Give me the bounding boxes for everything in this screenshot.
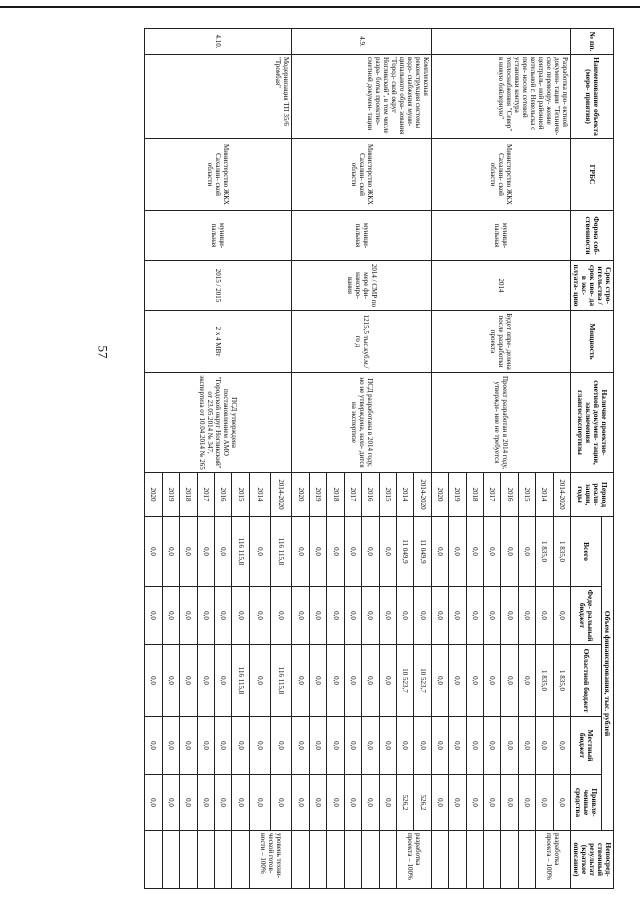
term-cell: 2014 bbox=[431, 261, 570, 311]
federal-cell: 0,0 bbox=[197, 587, 214, 645]
total-cell: 116 115,8 bbox=[271, 517, 292, 587]
result-cell: разработка проекта – 100% bbox=[536, 831, 571, 889]
page-number: 57 bbox=[95, 345, 111, 359]
header-capacity: Мощность bbox=[571, 311, 614, 373]
local-cell: 0,0 bbox=[414, 717, 431, 775]
docs-cell: ПСД утверждена постановлением АМО "Городской округ Ногликский" от 23.05.2014 № 347, экспертиза от 10.04.2014 № 265 bbox=[145, 373, 293, 473]
period-cell: 2014-2020 bbox=[271, 473, 292, 517]
grbs-cell: Министерство ЖКХ Сахалин- ской области bbox=[431, 139, 570, 211]
total-cell: 11 049,9 bbox=[396, 517, 413, 587]
funding-table bbox=[144, 28, 614, 889]
table-row bbox=[553, 29, 570, 889]
period-cell: 2014-2020 bbox=[414, 473, 431, 517]
regional-cell: 0,0 bbox=[483, 645, 500, 717]
other-cell: 526,2 bbox=[396, 775, 413, 831]
term-cell: 2015 / 2015 bbox=[145, 261, 293, 311]
other-cell: 0,0 bbox=[379, 775, 396, 831]
result-empty-cell bbox=[180, 831, 197, 889]
header-num: № пп. bbox=[571, 29, 614, 55]
total-cell: 0,0 bbox=[145, 517, 163, 587]
regional-cell: 0,0 bbox=[249, 645, 270, 717]
regional-cell: 116 115,8 bbox=[271, 645, 292, 717]
local-cell: 0,0 bbox=[327, 717, 344, 775]
regional-cell: 1 835,0 bbox=[553, 645, 570, 717]
federal-cell: 0,0 bbox=[536, 587, 553, 645]
result-empty-cell bbox=[344, 831, 361, 889]
period-cell: 2017 bbox=[344, 473, 361, 517]
result-empty-cell bbox=[431, 831, 448, 889]
other-cell: 0,0 bbox=[553, 775, 570, 831]
ownership-cell: муници- пальная bbox=[431, 211, 570, 261]
federal-cell: 0,0 bbox=[518, 587, 535, 645]
other-cell: 0,0 bbox=[327, 775, 344, 831]
period-cell: 2019 bbox=[162, 473, 179, 517]
total-cell: 11 049,9 bbox=[414, 517, 431, 587]
local-cell: 0,0 bbox=[518, 717, 535, 775]
regional-cell: 0,0 bbox=[180, 645, 197, 717]
other-cell: 0,0 bbox=[162, 775, 179, 831]
total-cell: 1 835,0 bbox=[553, 517, 570, 587]
local-cell: 0,0 bbox=[145, 717, 163, 775]
period-cell: 2016 bbox=[362, 473, 379, 517]
result-empty-cell bbox=[292, 831, 309, 889]
period-cell: 2014 bbox=[396, 473, 413, 517]
regional-cell: 0,0 bbox=[379, 645, 396, 717]
table-row bbox=[414, 29, 431, 889]
federal-cell: 0,0 bbox=[396, 587, 413, 645]
docs-cell: Проект разработан в 2014 году, утвержде- ние не требуется bbox=[431, 373, 570, 473]
total-cell: 0,0 bbox=[449, 517, 466, 587]
ownership-cell: муници- пальная bbox=[145, 211, 293, 261]
period-cell: 2014 bbox=[536, 473, 553, 517]
period-cell: 2018 bbox=[466, 473, 483, 517]
local-cell: 0,0 bbox=[162, 717, 179, 775]
federal-cell: 0,0 bbox=[362, 587, 379, 645]
local-cell: 0,0 bbox=[431, 717, 448, 775]
local-cell: 0,0 bbox=[292, 717, 309, 775]
other-cell: 0,0 bbox=[518, 775, 535, 831]
other-cell: 0,0 bbox=[536, 775, 553, 831]
header-federal: Феде- ральный бюджет bbox=[571, 587, 602, 645]
federal-cell: 0,0 bbox=[162, 587, 179, 645]
regional-cell: 0,0 bbox=[327, 645, 344, 717]
top-border-line bbox=[0, 6, 640, 8]
header-regional: Областной бюджет bbox=[571, 645, 602, 717]
period-cell: 2017 bbox=[197, 473, 214, 517]
row-number: 4.10. bbox=[145, 29, 293, 55]
result-empty-cell bbox=[145, 831, 163, 889]
local-cell: 0,0 bbox=[232, 717, 249, 775]
capacity-cell: Будет опре- делена после разработки проекта bbox=[431, 311, 570, 373]
grbs-cell: Министерство ЖКХ Сахалин- ской области bbox=[292, 139, 431, 211]
period-cell: 2017 bbox=[483, 473, 500, 517]
object-name: Разработка про- ектной докумен- тации "Техниче- ское перевоору- жение централь- ной районной котельной г. Невельска с пере- носом сетевой установки контура теплоснабжения "Север" в новую бойлерную" bbox=[431, 55, 570, 139]
regional-cell: 0,0 bbox=[162, 645, 179, 717]
federal-cell: 0,0 bbox=[449, 587, 466, 645]
total-cell: 0,0 bbox=[466, 517, 483, 587]
object-name: Модернизация ТП 35/6 "Тромбая" bbox=[145, 55, 293, 139]
result-empty-cell bbox=[327, 831, 344, 889]
total-cell: 0,0 bbox=[518, 517, 535, 587]
header-period: Период реали- зации, годы bbox=[571, 473, 614, 517]
header-local: Местный бюджет bbox=[571, 717, 602, 775]
header-ownership: Форма соб- ственности bbox=[571, 211, 614, 261]
period-cell: 2016 bbox=[214, 473, 231, 517]
local-cell: 0,0 bbox=[214, 717, 231, 775]
result-empty-cell bbox=[214, 831, 231, 889]
regional-cell: 0,0 bbox=[518, 645, 535, 717]
other-cell: 0,0 bbox=[292, 775, 309, 831]
capacity-cell: 1215,5 тыс.куб.м./го д bbox=[292, 311, 431, 373]
federal-cell: 0,0 bbox=[553, 587, 570, 645]
regional-cell: 10 523,7 bbox=[414, 645, 431, 717]
federal-cell: 0,0 bbox=[309, 587, 326, 645]
total-cell: 0,0 bbox=[379, 517, 396, 587]
federal-cell: 0,0 bbox=[249, 587, 270, 645]
federal-cell: 0,0 bbox=[271, 587, 292, 645]
total-cell: 0,0 bbox=[162, 517, 179, 587]
local-cell: 0,0 bbox=[501, 717, 518, 775]
period-cell: 2018 bbox=[327, 473, 344, 517]
result-empty-cell bbox=[162, 831, 179, 889]
federal-cell: 0,0 bbox=[292, 587, 309, 645]
period-cell: 2018 bbox=[180, 473, 197, 517]
capacity-cell: 2 х 4 МВт bbox=[145, 311, 293, 373]
federal-cell: 0,0 bbox=[466, 587, 483, 645]
other-cell: 0,0 bbox=[483, 775, 500, 831]
period-cell: 2016 bbox=[501, 473, 518, 517]
other-cell: 0,0 bbox=[271, 775, 292, 831]
other-cell: 0,0 bbox=[309, 775, 326, 831]
other-cell: 0,0 bbox=[145, 775, 163, 831]
period-cell: 2019 bbox=[449, 473, 466, 517]
period-cell: 2020 bbox=[431, 473, 448, 517]
total-cell: 0,0 bbox=[327, 517, 344, 587]
result-empty-cell bbox=[362, 831, 379, 889]
result-cell: уровень техни- ческой готов- ности – 100% bbox=[249, 831, 292, 889]
grbs-cell: Министерство ЖКХ Сахалин- ской области bbox=[145, 139, 293, 211]
regional-cell: 10 523,7 bbox=[396, 645, 413, 717]
total-cell: 0,0 bbox=[344, 517, 361, 587]
regional-cell: 0,0 bbox=[362, 645, 379, 717]
federal-cell: 0,0 bbox=[232, 587, 249, 645]
object-name: Комплексная реконструкция системы водо- снабжения муни- ципального обра- зования "Город- ской округ Ногликский", в том числе разра- ботка проектно- сметной докумен- тации bbox=[292, 55, 431, 139]
result-empty-cell bbox=[483, 831, 500, 889]
period-cell: 2020 bbox=[145, 473, 163, 517]
header-grbs: ГРБС bbox=[571, 139, 614, 211]
regional-cell: 0,0 bbox=[145, 645, 163, 717]
federal-cell: 0,0 bbox=[327, 587, 344, 645]
local-cell: 0,0 bbox=[344, 717, 361, 775]
regional-cell: 0,0 bbox=[309, 645, 326, 717]
header-funding-group: Объем финансирования, тыс. рублей bbox=[601, 517, 613, 831]
federal-cell: 0,0 bbox=[214, 587, 231, 645]
regional-cell: 0,0 bbox=[431, 645, 448, 717]
other-cell: 0,0 bbox=[466, 775, 483, 831]
header-docs: Наличие проектно- сметной докумен- тации, заключения главгосэкспертизы bbox=[571, 373, 614, 473]
result-empty-cell bbox=[197, 831, 214, 889]
federal-cell: 0,0 bbox=[145, 587, 163, 645]
other-cell: 0,0 bbox=[344, 775, 361, 831]
local-cell: 0,0 bbox=[309, 717, 326, 775]
total-cell: 1 835,0 bbox=[536, 517, 553, 587]
header-result: Непосред- ственный результат (краткое описание) bbox=[571, 831, 614, 889]
regional-cell: 0,0 bbox=[449, 645, 466, 717]
total-cell: 0,0 bbox=[431, 517, 448, 587]
header-row-1 bbox=[601, 29, 613, 889]
result-empty-cell bbox=[379, 831, 396, 889]
result-empty-cell bbox=[518, 831, 535, 889]
other-cell: 0,0 bbox=[214, 775, 231, 831]
total-cell: 0,0 bbox=[501, 517, 518, 587]
federal-cell: 0,0 bbox=[483, 587, 500, 645]
local-cell: 0,0 bbox=[249, 717, 270, 775]
regional-cell: 0,0 bbox=[501, 645, 518, 717]
regional-cell: 0,0 bbox=[466, 645, 483, 717]
federal-cell: 0,0 bbox=[344, 587, 361, 645]
other-cell: 0,0 bbox=[362, 775, 379, 831]
local-cell: 0,0 bbox=[449, 717, 466, 775]
period-cell: 2015 bbox=[232, 473, 249, 517]
rotated-table-sheet bbox=[149, 28, 614, 888]
total-cell: 0,0 bbox=[362, 517, 379, 587]
federal-cell: 0,0 bbox=[379, 587, 396, 645]
local-cell: 0,0 bbox=[180, 717, 197, 775]
other-cell: 0,0 bbox=[197, 775, 214, 831]
result-empty-cell bbox=[309, 831, 326, 889]
local-cell: 0,0 bbox=[483, 717, 500, 775]
federal-cell: 0,0 bbox=[180, 587, 197, 645]
local-cell: 0,0 bbox=[536, 717, 553, 775]
period-cell: 2014 bbox=[249, 473, 270, 517]
other-cell: 526,2 bbox=[414, 775, 431, 831]
regional-cell: 1 835,0 bbox=[536, 645, 553, 717]
period-cell: 2015 bbox=[379, 473, 396, 517]
header-other: Привле- ченные средства bbox=[571, 775, 602, 831]
local-cell: 0,0 bbox=[197, 717, 214, 775]
regional-cell: 0,0 bbox=[214, 645, 231, 717]
period-cell: 2020 bbox=[292, 473, 309, 517]
local-cell: 0,0 bbox=[271, 717, 292, 775]
other-cell: 0,0 bbox=[232, 775, 249, 831]
total-cell: 0,0 bbox=[292, 517, 309, 587]
other-cell: 0,0 bbox=[501, 775, 518, 831]
total-cell: 0,0 bbox=[483, 517, 500, 587]
period-cell: 2019 bbox=[309, 473, 326, 517]
total-cell: 116 115,8 bbox=[232, 517, 249, 587]
federal-cell: 0,0 bbox=[501, 587, 518, 645]
period-cell: 2014-2020 bbox=[553, 473, 570, 517]
header-term: Срок стро- ительства / срок вво- да в экс- плуата- цию bbox=[571, 261, 614, 311]
federal-cell: 0,0 bbox=[414, 587, 431, 645]
ownership-cell: муници- пальная bbox=[292, 211, 431, 261]
header-name: Наименование объекта (меро- приятия) bbox=[571, 55, 614, 139]
docs-cell: ПСД разработана в 2014 году, но не утверждена, нахо- дится на экспертизе bbox=[292, 373, 431, 473]
regional-cell: 0,0 bbox=[292, 645, 309, 717]
result-empty-cell bbox=[232, 831, 249, 889]
regional-cell: 0,0 bbox=[197, 645, 214, 717]
total-cell: 0,0 bbox=[249, 517, 270, 587]
other-cell: 0,0 bbox=[249, 775, 270, 831]
term-cell: 2014 / СМР по мере фи- нансиро- вания bbox=[292, 261, 431, 311]
other-cell: 0,0 bbox=[431, 775, 448, 831]
regional-cell: 116 115,8 bbox=[232, 645, 249, 717]
period-cell: 2015 bbox=[518, 473, 535, 517]
table-body bbox=[145, 29, 571, 889]
other-cell: 0,0 bbox=[180, 775, 197, 831]
regional-cell: 0,0 bbox=[344, 645, 361, 717]
total-cell: 0,0 bbox=[197, 517, 214, 587]
local-cell: 0,0 bbox=[553, 717, 570, 775]
result-cell: разработка проекта – 100% bbox=[396, 831, 431, 889]
other-cell: 0,0 bbox=[449, 775, 466, 831]
total-cell: 0,0 bbox=[214, 517, 231, 587]
table-row bbox=[271, 29, 292, 889]
federal-cell: 0,0 bbox=[431, 587, 448, 645]
local-cell: 0,0 bbox=[466, 717, 483, 775]
total-cell: 0,0 bbox=[309, 517, 326, 587]
row-number: 4.9. bbox=[292, 29, 431, 55]
local-cell: 0,0 bbox=[396, 717, 413, 775]
result-empty-cell bbox=[466, 831, 483, 889]
row-number bbox=[431, 29, 570, 55]
result-empty-cell bbox=[449, 831, 466, 889]
local-cell: 0,0 bbox=[362, 717, 379, 775]
header-total: Всего bbox=[571, 517, 602, 587]
total-cell: 0,0 bbox=[180, 517, 197, 587]
local-cell: 0,0 bbox=[379, 717, 396, 775]
result-empty-cell bbox=[501, 831, 518, 889]
